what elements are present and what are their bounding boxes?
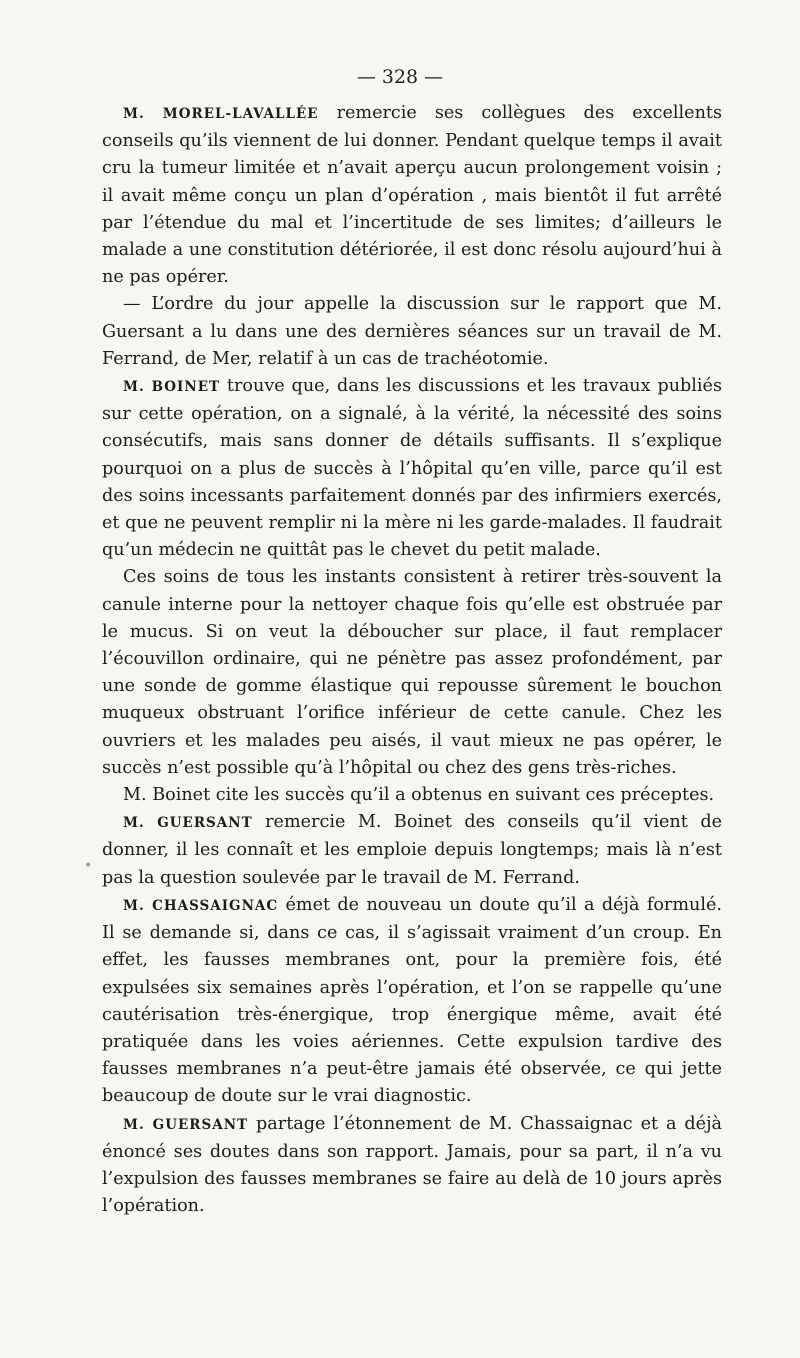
- paragraph-text: Ces soins de tous les instants consistent à retirer très-souvent la canule interne pour la nettoyer chaque fois qu’elle est obstruée par le mucus. Si on veut la déboucher sur place, il faut remplacer l’écouvillon ordinaire, qui ne pénètre pas assez profondément, par une sonde de gomme élastique qui repousse sûrement le bouchon muqueux obstruant l’orifice inférieur de cette canule. Chez les ouvriers et les malades peu aisés, il vaut mieux ne pas opérer, le succès n’est possible qu’à l’hôpital ou chez des gens très-riches.: [102, 567, 722, 778]
- paragraph-text: partage l’étonnement de M. Chassaignac et a déjà énoncé ses doutes dans son rapport. Jamais, pour sa part, il n’a vu l’expulsion des fausses membranes se faire au delà de 10 jours après l’opération.: [102, 1113, 723, 1217]
- paragraph-text: remercie M. Boinet des conseils qu’il vient de donner, il les connaît et les emploie depuis longtemps; mais là n’est pas la question soulevée par le travail de M. Ferrand.: [102, 812, 722, 888]
- paragraph: [102, 782, 722, 809]
- paragraph: [102, 809, 722, 892]
- paragraph: [102, 373, 722, 564]
- paragraph: [102, 100, 722, 291]
- body-text: [102, 100, 722, 1220]
- speaker-name: M. MOREL-LAVALLÉE: [123, 106, 319, 122]
- paragraph: [102, 291, 722, 373]
- paragraph: [102, 564, 722, 782]
- speaker-name: M. BOINET: [123, 379, 221, 396]
- paragraph-text: trouve que, dans les discussions et les travaux publiés sur cette opération, on a signalé, à la vérité, la nécessité des soins consécutifs, mais sans donner de détails suffisants. Il s’explique pourquoi on a plus de succès à l’hôpital qu’en ville, parce qu’il est des soins incessants parfaitement donnés par des infirmiers exercés, et que ne peuvent remplir ni la mère ni les garde-malades. Il faudrait qu’un médecin ne quittât pas le chevet du petit malade.: [102, 376, 722, 561]
- page-number: — 328 —: [356, 66, 444, 88]
- stray-mark: •: [84, 858, 93, 874]
- speaker-name: M. CHASSAIGNAC: [123, 897, 279, 914]
- speaker-name: M. GUERSANT: [123, 1116, 249, 1133]
- paragraph-text: émet de nouveau un doute qu’il a déjà formulé. Il se demande si, dans ce cas, il s’agissait vraiment d’un croup. En effet, les fausses membranes ont, pour la première fois, été expulsées six semaines après l’opération, et l’on se rappelle qu’une cautérisation très-énergique, trop énergique même, avait été pratiquée dans les voies aériennes. Cette expulsion tardive des fausses membranes n’a peut-être jamais été observée, ce qui jette beaucoup de doute sur le vrai diagnostic.: [102, 894, 722, 1107]
- paragraph: [102, 1111, 722, 1221]
- paragraph-text: remercie ses collègues des excellents conseils qu’ils viennent de lui donner. Pendant quelque temps il avait cru la tumeur limitée et n’avait aperçu aucun prolongement voisin ; il avait même conçu un plan d’opération , mais bientôt il fut arrêté par l’étendue du mal et l’incertitude de ses limites; d’ailleurs le malade a une constitution détériorée, il est donc résolu aujourd’hui à ne pas opérer.: [102, 103, 722, 288]
- speaker-name: M. GUERSANT: [123, 815, 253, 832]
- paragraph-text: — L’ordre du jour appelle la discussion sur le rapport que M. Guersant a lu dans une des dernières séances sur un travail de M. Ferrand, de Mer, relatif à un cas de trachéotomie.: [102, 294, 722, 369]
- paragraph: [102, 892, 722, 1111]
- paragraph-text: M. Boinet cite les succès qu’il a obtenus en suivant ces préceptes.: [123, 785, 715, 806]
